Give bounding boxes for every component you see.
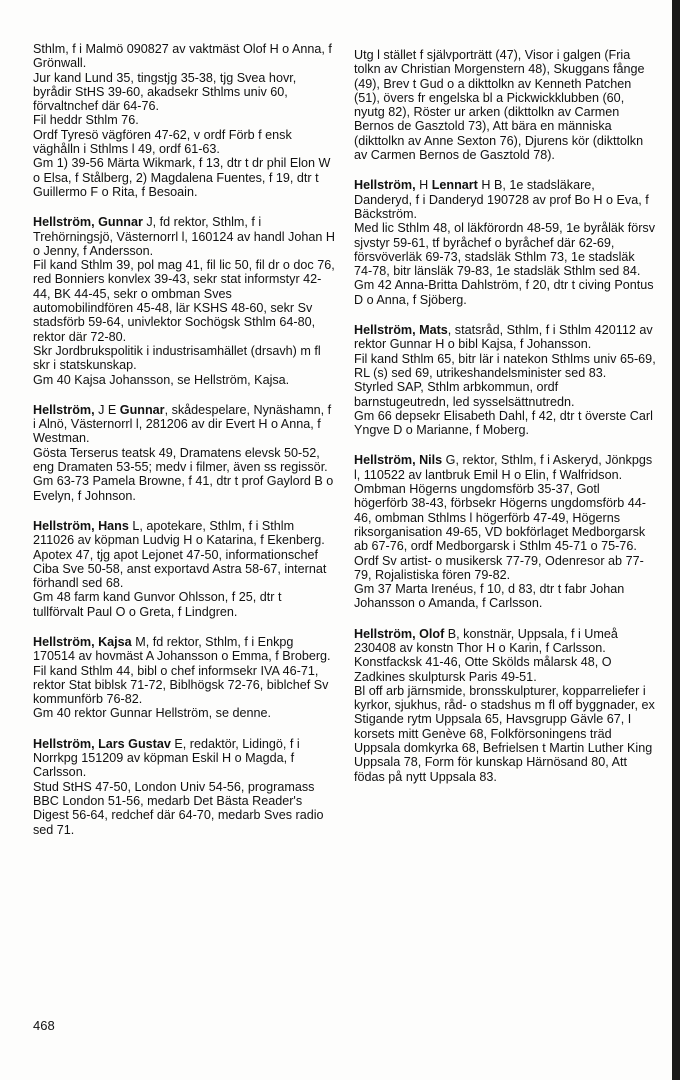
entry-text: Fil kand Sthlm 44, bibl o chef informsekr IVA 46-71, rektor Stat biblsk 71-72, Biblhögsk 72-76, biblchef Sv kommunförb 76-82. <box>33 663 329 707</box>
entry-text: Apotex 47, tjg apot Lejonet 47-50, informationschef Ciba Sve 50-58, anst exportavd Astra 58-67, internat förhandl sed 68. <box>33 547 327 591</box>
entry-intro: M, fd rektor, Sthlm, f i Enkpg 170514 av hovmäst A Johansson o Emma, f Broberg. <box>33 634 331 664</box>
entry-text: Bl off arb järnsmide, bronsskulpturer, kopparreliefer i kyrkor, sjukhus, råd- o stadshus m fl off byggnader, ex Stigande rytm Uppsala 65, Havsgrupp Gävle 67, I korsets mitt Genève 68, Folkförsoningens träd Uppsala domkyrka 68, Befrielsen t Martin Luther King Uppsala 78, Form för kunskap Härnösand 80, Att födas på nytt Uppsala 83. <box>354 683 655 784</box>
entry <box>33 215 335 387</box>
entry-text: Gm 66 depsekr Elisabeth Dahl, f 42, dtr t överste Carl Yngve D o Marianne, f Moberg. <box>354 408 653 438</box>
entry <box>354 627 656 784</box>
entry-header <box>354 178 656 221</box>
entry-name: Hellström, Kajsa <box>33 634 132 649</box>
left-column <box>33 42 335 853</box>
entry-name: Hellström, Gunnar <box>33 215 143 230</box>
entry <box>354 323 656 437</box>
entry-text: Utg l stället f självporträtt (47), Visor i galgen (Fria tolkn av Christian Morgenstern 48), Skuggans fånge (49), Brev t Gud o a dikttolkn av Kenneth Patchen (51), övers fr engelska bl a Pickwickklubben (60, nyutg 82), Röster ur arken (dikttolkn av Carmen Bernos de Gasztold 73), Att bära en människa (dikttolkn av Anne Sexton 76), Djurens kör (dikttolkn av Carmen Bernos de Gasztold 78). <box>354 48 645 163</box>
right-column <box>354 48 656 800</box>
entry <box>354 178 656 307</box>
entry <box>33 519 335 619</box>
entry-text: Stud StHS 47-50, London Univ 54-56, programass BBC London 51-56, medarb Det Bästa Reader's Digest 56-64, redchef där 64-70, medarb Sves radio sed 71. <box>33 779 324 837</box>
entry-intro: L, apotekare, Sthlm, f i Sthlm 211026 av köpman Ludvig H o Katarina, f Ekenberg. <box>33 518 325 548</box>
entry-name: Hellström, Nils <box>354 453 443 468</box>
entry-intro: E, redaktör, Lidingö, f i Norrkpg 151209 av köpman Eskil H o Magda, f Carlsson. <box>33 736 300 780</box>
entry-text: Styrled SAP, Sthlm arbkommun, ordf barnstugeutredn, led sysselsättnutredn. <box>354 380 575 409</box>
entry-text: Fil kand Sthlm 65, bitr lär i natekon Sthlms univ 65-69, RL (s) sed 69, utrikeshandelsminister sed 83. <box>354 351 656 380</box>
entry-intro: J, fd rektor, Sthlm, f i Trehörningsjö, Västernorrl l, 160124 av handl Johan H o Jenny, f Andersson. <box>33 215 335 258</box>
entry-header <box>33 635 335 664</box>
entry-text: Gm 40 Kajsa Johansson, se Hellström, Kajsa. <box>33 372 290 387</box>
entry-intro: G, rektor, Sthlm, f i Askeryd, Jönkpgs l, 110522 av lantbruk Emil H o Elin, f Walfridson. <box>354 453 653 482</box>
entry-text: Skr Jordbrukspolitik i industrisamhället (drsavh) m fl skr i statskunskap. <box>33 343 321 373</box>
entry-header <box>33 737 335 780</box>
entry-name: Hellström, Olof <box>354 626 445 641</box>
entry-text: Gm 48 farm kand Gunvor Ohlsson, f 25, dtr t tullförvalt Paul O o Greta, f Lindgren. <box>33 590 282 619</box>
entry-name: Hellström, Hans <box>33 518 129 533</box>
entry-name-given: Gunnar <box>119 402 165 417</box>
entry <box>354 453 656 610</box>
entry-header <box>33 519 335 548</box>
entry <box>33 635 335 721</box>
entry-text: Ordf Tyresö vägfören 47-62, v ordf Förb f ensk väghålln i Sthlms l 49, ordf 61-63. <box>33 127 292 157</box>
entry-initials: J E <box>94 402 120 417</box>
entry-intro: B, konstnär, Uppsala, f i Umeå 230408 av konstn Thor H o Karin, f Carlsson. <box>354 626 618 655</box>
entry-header <box>354 323 656 352</box>
entry-text: Ordf Sv artist- o musikersk 77-79, Odenresor ab 77-79, Rojalistiska fören 79-82. <box>354 553 644 582</box>
page-number: 468 <box>33 1018 55 1033</box>
entry-text: Gm 37 Marta Irenéus, f 10, d 83, dtr t fabr Johan Johansson o Amanda, f Carlsson. <box>354 582 625 611</box>
entry-header <box>33 403 335 446</box>
entry-header <box>354 453 656 482</box>
entry-text: Gm 1) 39-56 Märta Wikmark, f 13, dtr t dr phil Elon W o Elsa, f Stålberg, 2) Magdalena Fuentes, f 19, dtr t Guillermo F o Rita, f Besoain. <box>33 156 331 199</box>
entry-text: Konstfacksk 41-46, Otte Skölds målarsk 48, O Zadkines skulptursk Paris 49-51. <box>354 655 612 684</box>
entry-name-given: Lennart <box>431 178 478 193</box>
entry-intro: , statsråd, Sthlm, f i Sthlm 420112 av rektor Gunnar H o bibl Kajsa, f Johansson. <box>354 323 653 352</box>
entry <box>354 48 656 162</box>
entry <box>33 42 335 199</box>
entry-text: Gm 40 rektor Gunnar Hellström, se denne. <box>33 706 271 721</box>
entry <box>33 737 335 837</box>
entry-text: Fil heddr Sthlm 76. <box>33 113 139 128</box>
entry-initials: H <box>415 178 432 193</box>
entry-name: Hellström, <box>33 402 95 417</box>
entry <box>33 403 335 503</box>
entry-text: Ombman Högerns ungdomsförb 35-37, Gotl högerförb 38-43, förbsekr Högerns ungdomsförb 44-46, ombman Sthlms l högerförb 47-49, Högerns riksorganisation 49-65, VD bokförlaget Medborgarsk ab 67-76, ordf Medborgarsk i Sthlm 45-71 o 75-76. <box>354 482 646 554</box>
entry-text: Sthlm, f i Malmö 090827 av vaktmäst Olof H o Anna, f Grönwall. <box>33 42 332 71</box>
page-edge <box>672 0 680 1080</box>
entry-name: Hellström, Mats <box>354 323 448 338</box>
entry-text: Gm 42 Anna-Britta Dahlström, f 20, dtr t civing Pontus D o Anna, f Sjöberg. <box>354 278 654 307</box>
entry-intro: H B, 1e stadsläkare, Danderyd, f i Danderyd 190728 av prof Bo H o Eva, f Bäckström. <box>354 178 649 221</box>
entry-name: Hellström, Lars Gustav <box>33 736 171 751</box>
entry-text: Jur kand Lund 35, tingstjg 35-38, tjg Svea hovr, byrådir StHS 39-60, akadsekr Sthlms univ 60, förvaltnchef där 64-76. <box>33 70 297 114</box>
entry-text: Gm 63-73 Pamela Browne, f 41, dtr t prof Gaylord B o Evelyn, f Johnson. <box>33 474 334 503</box>
entry-text: Gösta Terserus teatsk 49, Dramatens elevsk 50-52, eng Dramaten 53-55; medv i filmer, även ss regissör. <box>33 445 328 475</box>
entry-header <box>33 215 335 258</box>
entry-header <box>354 627 656 656</box>
entry-intro: , skådespelare, Nynäshamn, f i Alnö, Västernorrl l, 281206 av dir Evert H o Anna, f Westman. <box>33 402 332 446</box>
entry-name: Hellström, <box>354 178 416 193</box>
entry-text: Fil kand Sthlm 39, pol mag 41, fil lic 50, fil dr o doc 76, red Bonniers konvlex 39-43, sekr stat informstyr 42-44, BK 44-45, sekr o ombman Sves automobilindfören 45-48, lär KSHS 48-60, sekr Sv stadsförb 59-64, univlektor Sochögsk Sthlm 64-80, rektor där 72-80. <box>33 258 335 344</box>
entry-text: Med lic Sthlm 48, ol läkförordn 48-59, 1e byråläk försv sjvstyr 59-61, tf byråchef o byråchef där 62-69, försvöverläk 69-73, stadsläk Sthlm 73, 1e stadsläk 74-78, bitr länsläk 79-83, 1e stadsläk Sthlm sed 84. <box>354 221 655 279</box>
